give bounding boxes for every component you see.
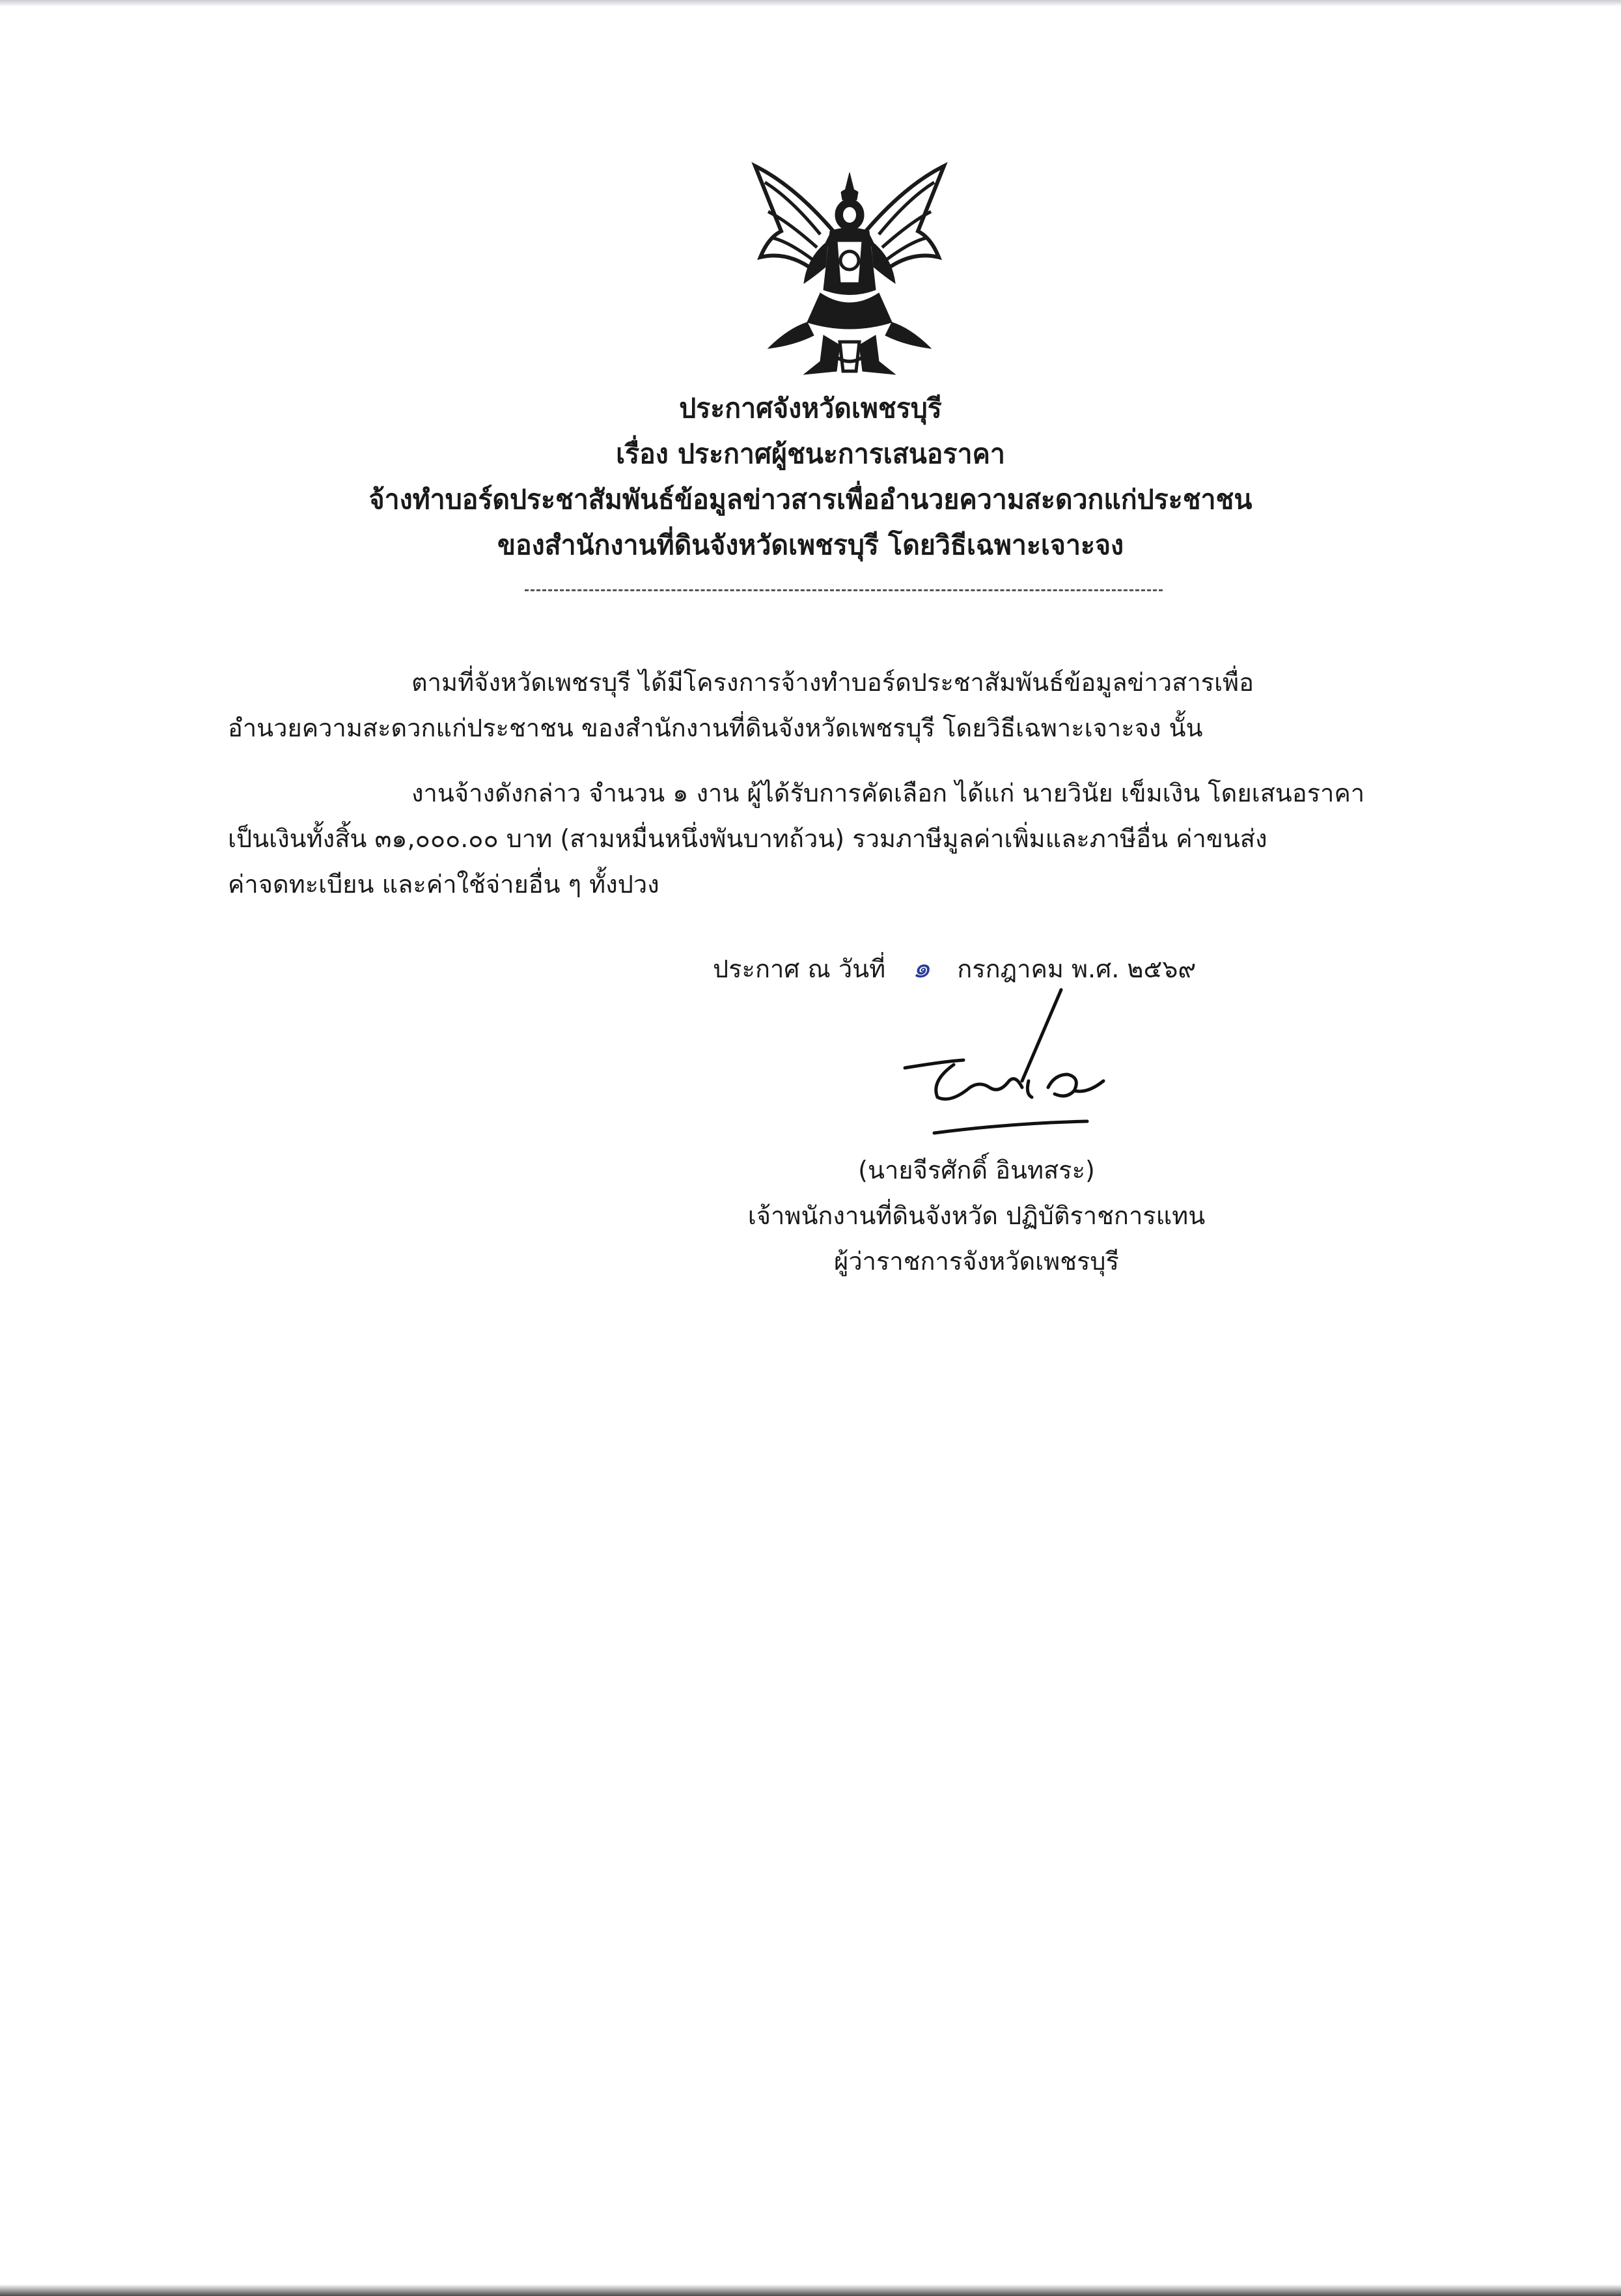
paragraph-award-line-3: ค่าจดทะเบียน และค่าใช้จ่ายอื่น ๆ ทั้งปวง	[228, 870, 659, 899]
date-prefix: ประกาศ ณ วันที่	[713, 955, 886, 983]
heading-office: ของสำนักงานที่ดินจังหวัดเพชรบุรี โดยวิธีเฉพาะเจาะจง	[497, 529, 1124, 561]
paragraph-intro-line-1: ตามที่จังหวัดเพชรบุรี ได้มีโครงการจ้างทำบอร์ดประชาสัมพันธ์ข้อมูลข่าวสารเพื่อ	[411, 668, 1254, 697]
heading-divider	[525, 589, 1163, 591]
date-day-handwritten: ๑	[912, 951, 931, 985]
heading-project: จ้างทำบอร์ดประชาสัมพันธ์ข้อมูลข่าวสารเพื่ออำนวยความสะดวกแก่ประชาชน	[368, 484, 1253, 515]
document-heading	[195, 385, 1426, 568]
signer-position: เจ้าพนักงานที่ดินจังหวัด ปฏิบัติราชการแทน	[747, 1201, 1206, 1230]
date-month-year: กรกฎาคม พ.ศ. ๒๕๖๙	[957, 955, 1197, 983]
scan-edge-top	[0, 0, 1621, 7]
handwritten-signature	[892, 983, 1126, 1146]
heading-title: ประกาศจังหวัดเพชรบุรี	[679, 393, 942, 424]
signer-block	[651, 1147, 1302, 1284]
paragraph-award-line-2: เป็นเงินทั้งสิ้น ๓๑,๐๐๐.๐๐ บาท (สามหมื่นหนึ่งพันบาทถ้วน) รวมภาษีมูลค่าเพิ่มและภาษีอื่น ค่าขนส่ง	[228, 824, 1268, 853]
heading-subject: เรื่อง ประกาศผู้ชนะการเสนอราคา	[616, 438, 1005, 469]
scan-edge-bottom	[0, 2284, 1621, 2296]
paragraph-award	[228, 770, 1458, 907]
garuda-emblem-icon	[742, 160, 957, 384]
paragraph-intro-line-2: อำนวยความสะดวกแก่ประชาชน ของสำนักงานที่ดินจังหวัดเพชรบุรี โดยวิธีเฉพาะเจาะจง นั้น	[228, 714, 1203, 742]
signer-role: ผู้ว่าราชการจังหวัดเพชรบุรี	[834, 1247, 1119, 1276]
signer-name: (นายจีรศักดิ์ อินทสระ)	[858, 1156, 1095, 1184]
paragraph-award-line-1: งานจ้างดังกล่าว จำนวน ๑ งาน ผู้ได้รับการคัดเลือก ได้แก่ นายวินัย เข็มเงิน โดยเสนอราคา	[411, 779, 1365, 807]
paragraph-intro	[228, 660, 1458, 751]
